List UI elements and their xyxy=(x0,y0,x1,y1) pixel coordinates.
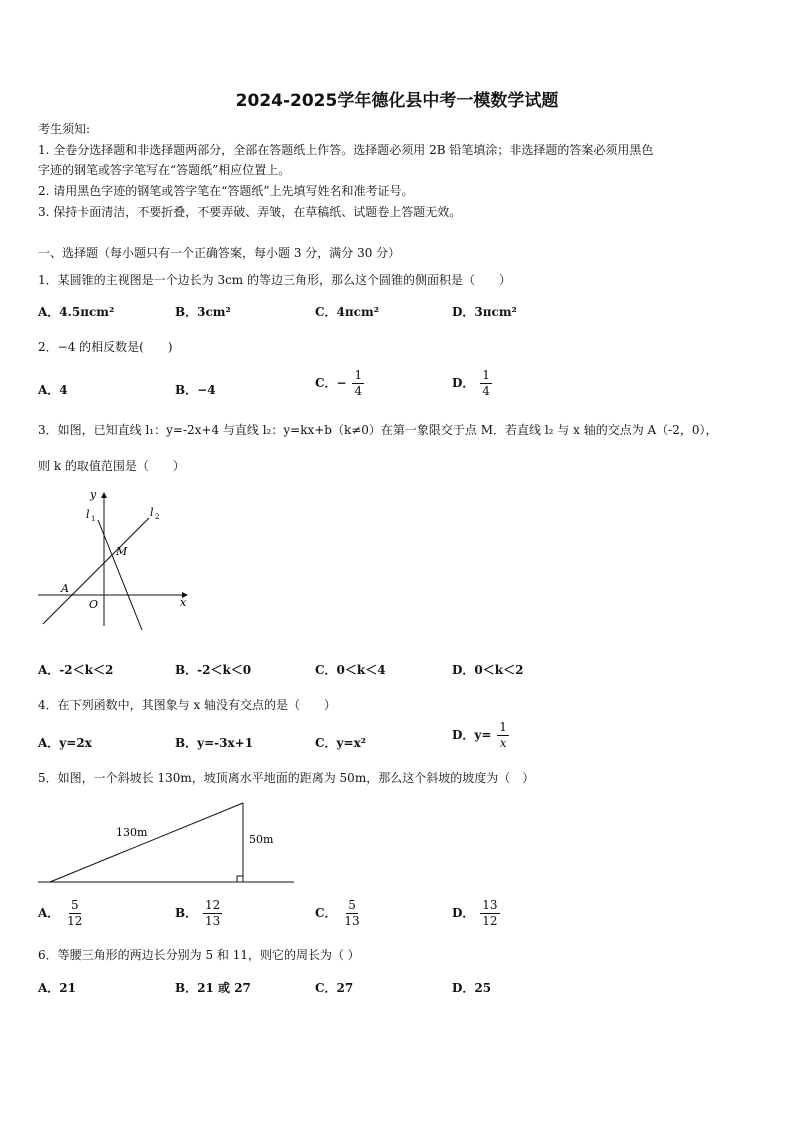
fraction-numerator: 13 xyxy=(482,898,498,912)
q5-option-b-fraction xyxy=(203,898,222,929)
q5-option-d xyxy=(452,898,502,929)
fraction-denominator: 13 xyxy=(344,914,360,928)
right-angle-mark xyxy=(237,876,243,882)
origin-label: O xyxy=(89,598,99,611)
l1-subscript: 1 xyxy=(91,515,96,523)
q6-stem: 6．等腰三角形的两边长分别为 5 和 11，则它的周长为（ ） xyxy=(38,948,360,962)
fraction-numerator: 1 xyxy=(499,720,507,734)
q5-option-c xyxy=(315,898,364,929)
q2-option-a: A．4 xyxy=(38,383,68,397)
q3-stem-line-1: 3．如图，已知直线 l₁：y=-2x+4 与直线 l₂：y=kx+b（k≠0）在第一象限交于点 M．若直线 l₂ 与 x 轴的交点为 A（-2，0）， xyxy=(38,423,718,437)
q1-option-a: A．4.5πcm² xyxy=(38,305,115,319)
fraction-numerator: 12 xyxy=(204,898,221,912)
q5-option-d-fraction xyxy=(480,898,499,929)
height-label: 50m xyxy=(249,833,274,846)
line-l1 xyxy=(98,520,142,630)
q4-option-c: C．y=x² xyxy=(315,736,366,750)
q3-figure xyxy=(34,484,194,634)
point-a-label: A xyxy=(61,582,69,595)
q2-option-c-prefix: C．− xyxy=(315,376,347,390)
fraction-numerator: 1 xyxy=(482,368,490,382)
q2-option-d-fraction xyxy=(480,368,492,399)
q5-option-a-prefix: A． xyxy=(38,906,60,920)
notice-heading: 考生须知: xyxy=(38,122,91,136)
notice-line-3: 2. 请用黑色字迹的钢笔或答字笔在“答题纸”上先填写姓名和准考证号。 xyxy=(38,184,414,198)
l2-label: l xyxy=(150,506,154,519)
q5-stem: 5．如图，一个斜坡长 130m，坡顶离水平地面的距离为 50m，那么这个斜坡的坡度为（ ） xyxy=(38,771,535,785)
q4-option-a: A．y=2x xyxy=(38,736,92,750)
q3-option-a: A．-2＜k＜2 xyxy=(38,663,114,677)
fraction-numerator: 1 xyxy=(354,368,363,382)
y-axis-arrow xyxy=(101,492,107,498)
q3-option-b: B．-2＜k＜0 xyxy=(175,663,252,677)
page-title: 2024-2025学年德化县中考一模数学试题 xyxy=(235,91,559,111)
q2-option-c xyxy=(315,368,366,399)
q1-option-c: C．4πcm² xyxy=(315,305,379,319)
slope-length-label: 130m xyxy=(116,826,148,839)
q6-option-a: A．21 xyxy=(38,981,77,995)
l1-label: l xyxy=(86,508,90,521)
fraction-denominator: 13 xyxy=(204,914,221,928)
q6-option-c: C．27 xyxy=(315,981,354,995)
q4-option-d-prefix: D．y= xyxy=(452,728,492,742)
q5-option-c-prefix: C． xyxy=(315,906,337,920)
fraction-numerator: 5 xyxy=(70,898,79,912)
fraction-denominator: 4 xyxy=(482,384,490,398)
q2-option-d xyxy=(452,368,494,399)
q5-option-d-prefix: D． xyxy=(452,906,475,920)
point-m-label: M xyxy=(116,545,128,558)
q3-stem-line-2: 则 k 的取值范围是（ ） xyxy=(38,459,185,473)
fraction-denominator: 4 xyxy=(354,384,363,398)
q1-option-b: B．3cm² xyxy=(175,305,231,319)
q5-option-a xyxy=(38,898,86,929)
q2-option-d-prefix: D． xyxy=(452,376,475,390)
q4-option-d xyxy=(452,720,511,751)
q5-option-b-prefix: B． xyxy=(175,906,198,920)
q6-option-d: D．25 xyxy=(452,981,492,995)
fraction-numerator: 5 xyxy=(348,898,356,912)
section-heading: 一、选择题（每小题只有一个正确答案，每小题 3 分，满分 30 分） xyxy=(38,246,401,260)
fraction-denominator: x xyxy=(499,736,507,750)
x-axis-label: x xyxy=(180,596,187,609)
fraction-denominator: 12 xyxy=(482,914,498,928)
notice-line-2: 字迹的钢笔或答字笔写在“答题纸”相应位置上。 xyxy=(38,163,291,177)
q5-option-b xyxy=(175,898,224,929)
q1-stem: 1．某圆锥的主视图是一个边长为 3cm 的等边三角形，那么这个圆锥的侧面积是（ ） xyxy=(38,273,512,287)
q4-option-d-fraction xyxy=(497,720,509,751)
q3-option-c: C．0＜k＜4 xyxy=(315,663,386,677)
q5-option-c-fraction xyxy=(342,898,361,929)
q5-option-a-fraction xyxy=(65,898,84,929)
fraction-denominator: 12 xyxy=(67,914,83,928)
q2-option-b: B．−4 xyxy=(175,383,216,397)
q1-option-d: D．3πcm² xyxy=(452,305,517,319)
q3-option-d: D．0＜k＜2 xyxy=(452,663,524,677)
q6-option-b: B．21 或 27 xyxy=(175,981,251,995)
q2-option-c-fraction xyxy=(352,368,364,399)
l2-subscript: 2 xyxy=(155,513,160,521)
q2-stem: 2．−4 的相反数是( ) xyxy=(38,340,173,354)
notice-line-1: 1. 全卷分选择题和非选择题两部分，全部在答题纸上作答。选择题必须用 2B 铅笔填涂；非选择题的答案必须用黑色 xyxy=(38,143,654,157)
q5-figure xyxy=(36,796,298,890)
y-axis-label: y xyxy=(90,488,97,501)
q4-stem: 4．在下列函数中，其图象与 x 轴没有交点的是（ ） xyxy=(38,698,337,712)
notice-line-4: 3. 保持卡面清洁，不要折叠，不要弄破、弄皱，在草稿纸、试题卷上答题无效。 xyxy=(38,205,462,219)
q4-option-b: B．y=-3x+1 xyxy=(175,736,254,750)
slope-line xyxy=(50,803,243,882)
